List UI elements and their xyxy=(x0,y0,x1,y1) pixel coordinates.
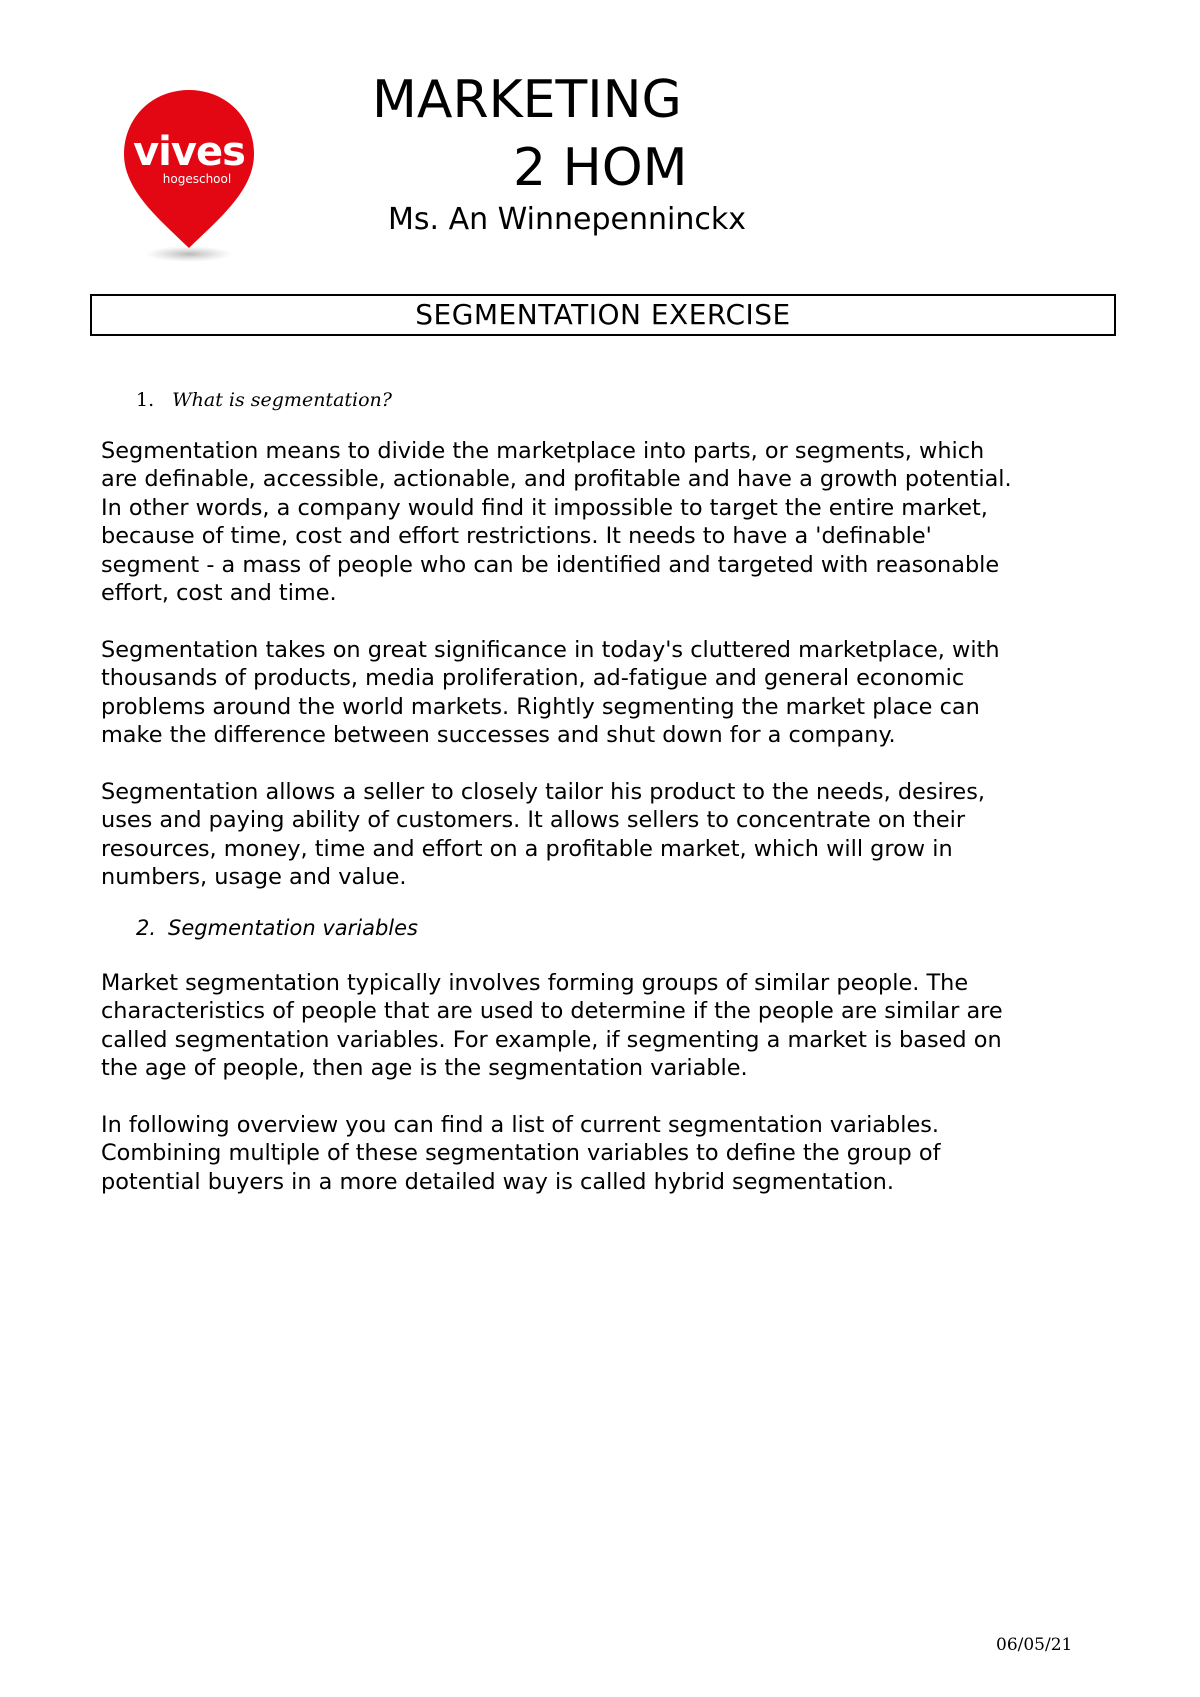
vives-logo xyxy=(118,86,260,266)
section-1-paragraph-3: Segmentation allows a seller to closely tailor his product to the needs, desires, uses and paying ability of customers. It allows sellers to concentrate on their resources, money, time and effort on a profitable market, which will grow in numbers, usage and value. xyxy=(101,779,985,891)
section-1-number: 1. xyxy=(136,389,155,411)
course-code: 2 HOM xyxy=(513,138,688,198)
logo-wordmark: vives xyxy=(133,129,245,175)
section-1-paragraph-1: Segmentation means to divide the marketplace into parts, or segments, which are definable, accessible, actionable, and profitable and have a growth potential. In other words, a company would find it impossible to target the entire market, because of time, cost and effort restrictions. It needs to have a 'definable' segment - a mass of people who can be identified and targeted with reasonable effort, cost and time. xyxy=(101,438,1012,607)
logo-subtext: hogeschool xyxy=(162,172,232,186)
logo-shadow xyxy=(145,246,233,262)
document-title: MARKETING xyxy=(372,70,682,130)
section-2-title: Segmentation variables xyxy=(168,916,418,940)
section-1-heading xyxy=(136,387,392,413)
section-2-number: 2. xyxy=(136,916,157,940)
footer-date: 06/05/21 xyxy=(996,1635,1073,1655)
teacher-name: Ms. An Winnepenninckx xyxy=(388,202,746,237)
exercise-title-box: SEGMENTATION EXERCISE xyxy=(90,294,1116,336)
section-2-paragraph-1: Market segmentation typically involves forming groups of similar people. The characteristics of people that are used to determine if the people are similar are called segmentation variables. For example, if segmenting a market is based on the age of people, then age is the segmentation variable. xyxy=(101,970,1003,1082)
section-2-paragraph-2: In following overview you can find a list of current segmentation variables. Combining multiple of these segmentation variables to define the group of potential buyers in a more detailed way is called hybrid segmentation. xyxy=(101,1112,941,1195)
section-1-title: What is segmentation? xyxy=(172,389,392,411)
section-1-paragraph-2: Segmentation takes on great significance in today's cluttered marketplace, with thousands of products, media proliferation, ad-fatigue and general economic problems around the world markets. Rightly segmenting the market place can make the difference between successes and shut down for a company. xyxy=(101,637,1000,749)
section-2-heading xyxy=(136,914,418,942)
